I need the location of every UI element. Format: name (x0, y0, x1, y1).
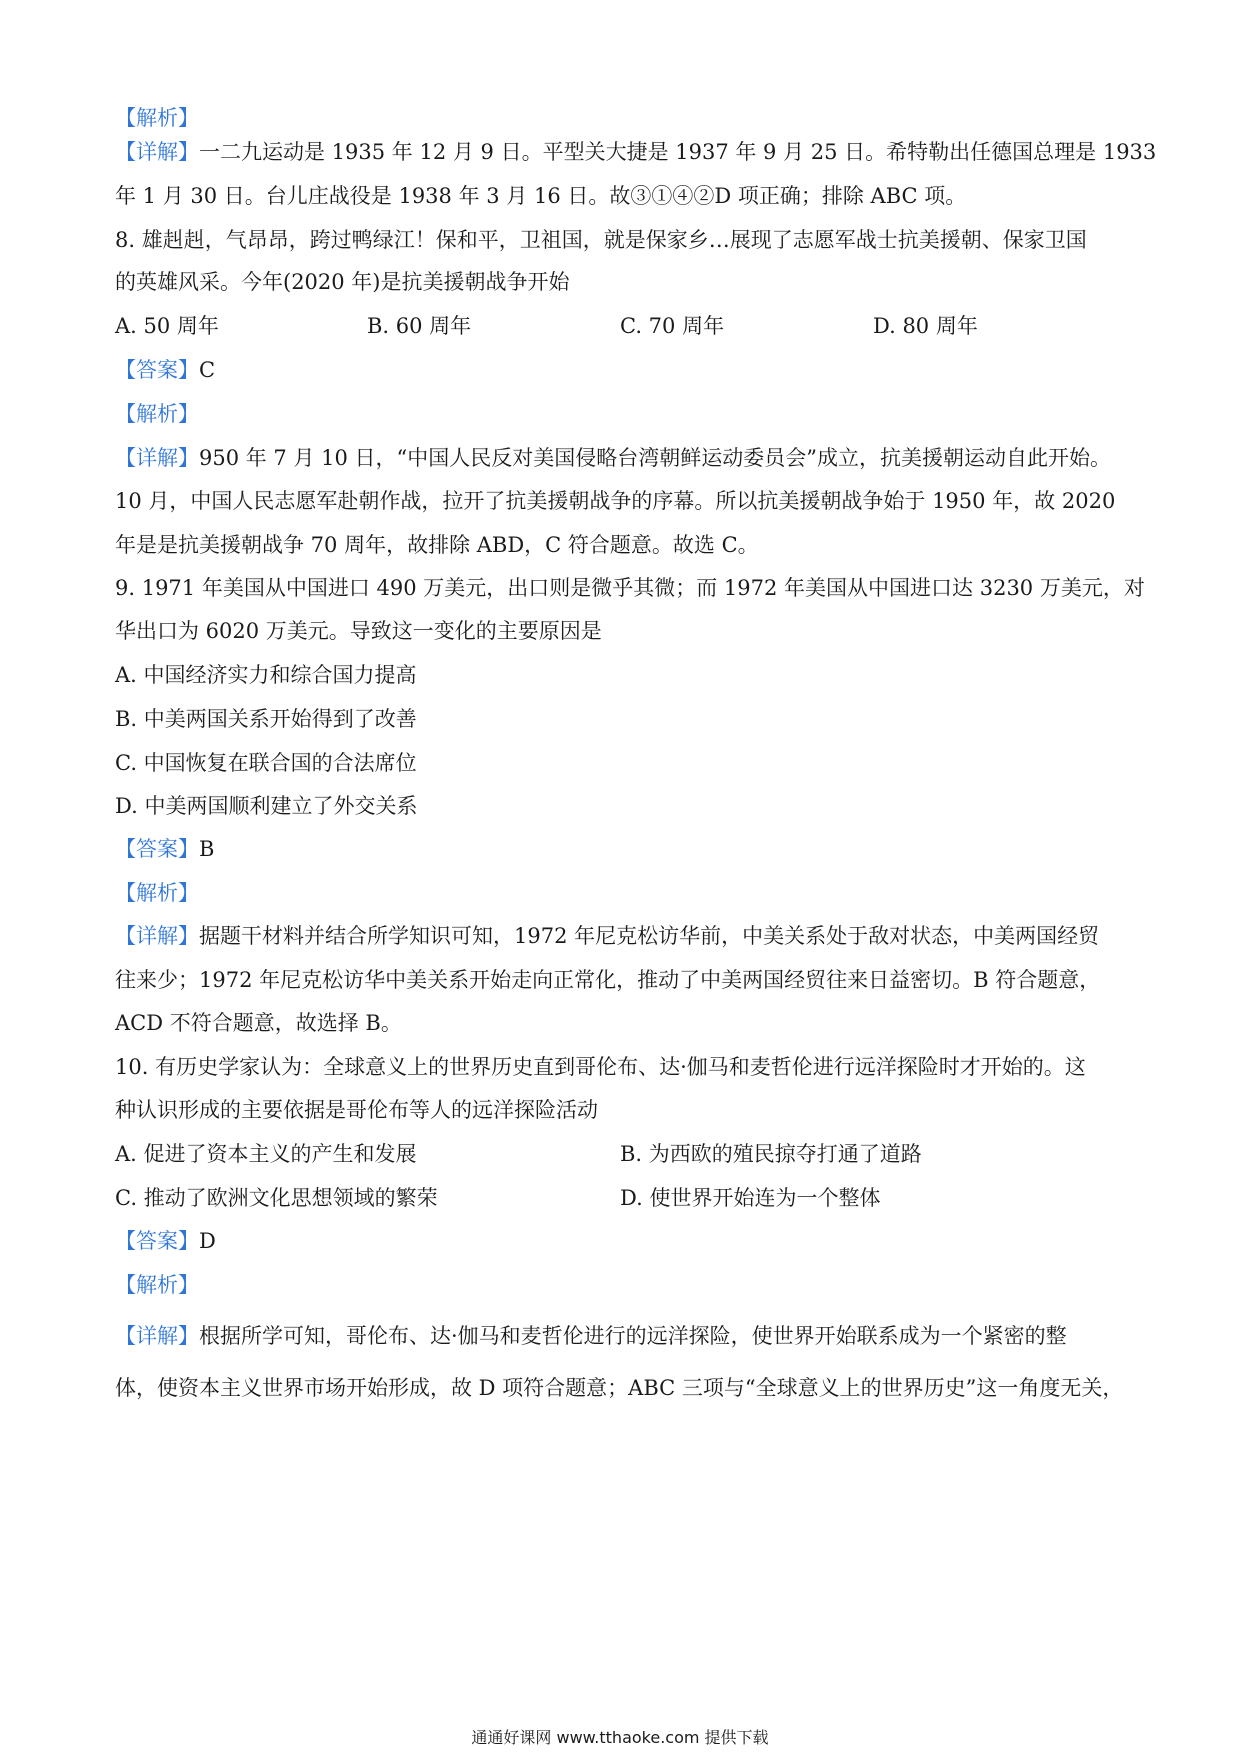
analysis-heading (115, 104, 1135, 132)
detail-line (115, 1322, 1135, 1350)
detail-line (115, 966, 1135, 994)
answer-line (115, 356, 1135, 384)
detail-text: ACD 不符合题意，故选择 B。 (115, 1011, 402, 1035)
option-b: B. 为西欧的殖民掠夺打通了道路 (620, 1142, 922, 1166)
analysis-heading (115, 879, 1135, 907)
option-d: D. 80 周年 (873, 314, 978, 338)
option-text: D. 中美两国顺利建立了外交关系 (115, 794, 418, 818)
question-stem-text: 种认识形成的主要依据是哥伦布等人的远洋探险活动 (115, 1098, 598, 1122)
detail-line (115, 1374, 1135, 1402)
answer-tag: 【答案】 (115, 358, 199, 382)
detail-text: 往来少；1972 年尼克松访华中美关系开始走向正常化，推动了中美两国经贸往来日益密切。B 符合题意， (115, 968, 1101, 992)
question-8-options (115, 312, 1135, 340)
option-c: C. 70 周年 (620, 314, 725, 338)
option-d (115, 792, 1135, 820)
detail-line (115, 1009, 1135, 1037)
option-a (115, 661, 1135, 689)
detail-line (115, 531, 1135, 559)
answer-value: D (199, 1229, 216, 1253)
detail-text: 根据所学可知，哥伦布、达·伽马和麦哲伦进行的远洋探险，使世界开始联系成为一个紧密的整 (199, 1324, 1067, 1348)
detail-text: 10 月，中国人民志愿军赴朝作战，拉开了抗美援朝战争的序幕。所以抗美援朝战争始于 1950 年，故 2020 (115, 489, 1116, 513)
detail-line (115, 182, 1135, 210)
answer-line (115, 1227, 1135, 1255)
question-stem-text: 华出口为 6020 万美元。导致这一变化的主要原因是 (115, 619, 602, 643)
detail-tag: 【详解】 (115, 924, 199, 948)
analysis-heading (115, 400, 1135, 428)
detail-text: 据题干材料并结合所学知识可知，1972 年尼克松访华前，中美关系处于敌对状态，中美两国经贸 (199, 924, 1100, 948)
detail-text: 体，使资本主义世界市场开始形成，故 D 项符合题意；ABC 三项与“全球意义上的世界历史”这一角度无关， (115, 1376, 1124, 1400)
answer-line (115, 835, 1135, 863)
detail-line (115, 444, 1135, 472)
detail-text: 950 年 7 月 10 日，“中国人民反对美国侵略台湾朝鲜运动委员会”成立，抗美援朝运动自此开始。 (199, 446, 1112, 470)
detail-line (115, 487, 1135, 515)
answer-value: B (199, 837, 215, 861)
question-8-stem-cont (115, 268, 1135, 296)
option-text: B. 中美两国关系开始得到了改善 (115, 707, 417, 731)
answer-tag: 【答案】 (115, 1229, 199, 1253)
question-stem-text: 9. 1971 年美国从中国进口 490 万美元，出口则是微乎其微；而 1972 年美国从中国进口达 3230 万美元，对 (115, 576, 1145, 600)
question-8-stem (115, 226, 1135, 254)
detail-line (115, 922, 1135, 950)
option-a: A. 促进了资本主义的产生和发展 (115, 1142, 417, 1166)
detail-line (115, 138, 1157, 166)
analysis-tag: 【解析】 (115, 1273, 199, 1297)
question-10-options-row-1 (115, 1140, 1135, 1168)
question-stem-text: 10. 有历史学家认为：全球意义上的世界历史直到哥伦布、达·伽马和麦哲伦进行远洋探险时才开始的。这 (115, 1055, 1086, 1079)
detail-text: 年 1 月 30 日。台儿庄战役是 1938 年 3 月 16 日。故③①④②D 项正确；排除 ABC 项。 (115, 184, 967, 208)
option-d: D. 使世界开始连为一个整体 (620, 1186, 881, 1210)
detail-text: 一二九运动是 1935 年 12 月 9 日。平型关大捷是 1937 年 9 月 25 日。希特勒出任德国总理是 1933 (199, 140, 1157, 164)
question-10-options-row-2 (115, 1184, 1135, 1212)
detail-text: 年是是抗美援朝战争 70 周年，故排除 ABD，C 符合题意。故选 C。 (115, 533, 759, 557)
page-footer: 通通好课网 www.tthaoke.com 提供下载 (471, 1728, 769, 1747)
detail-tag: 【详解】 (115, 1324, 199, 1348)
option-b: B. 60 周年 (367, 314, 472, 338)
option-text: C. 中国恢复在联合国的合法席位 (115, 751, 417, 775)
analysis-heading (115, 1271, 1135, 1299)
question-stem-text: 8. 雄赳赳，气昂昂，跨过鸭绿江！保和平，卫祖国，就是保家乡…展现了志愿军战士抗美援朝、保家卫国 (115, 228, 1087, 252)
question-10-stem (115, 1053, 1135, 1081)
option-c: C. 推动了欧洲文化思想领域的繁荣 (115, 1186, 438, 1210)
question-9-stem-cont (115, 617, 1135, 645)
answer-value: C (199, 358, 216, 382)
question-stem-text: 的英雄风采。今年(2020 年)是抗美援朝战争开始 (115, 270, 570, 294)
option-b (115, 705, 1135, 733)
question-9-stem (115, 574, 1145, 602)
question-10-stem-cont (115, 1096, 1135, 1124)
analysis-tag: 【解析】 (115, 881, 199, 905)
option-c (115, 749, 1135, 777)
answer-tag: 【答案】 (115, 837, 199, 861)
option-text: A. 中国经济实力和综合国力提高 (115, 663, 417, 687)
option-a: A. 50 周年 (115, 314, 219, 338)
analysis-tag: 【解析】 (115, 402, 199, 426)
detail-tag: 【详解】 (115, 446, 199, 470)
analysis-tag: 【解析】 (115, 106, 199, 130)
detail-tag: 【详解】 (115, 140, 199, 164)
